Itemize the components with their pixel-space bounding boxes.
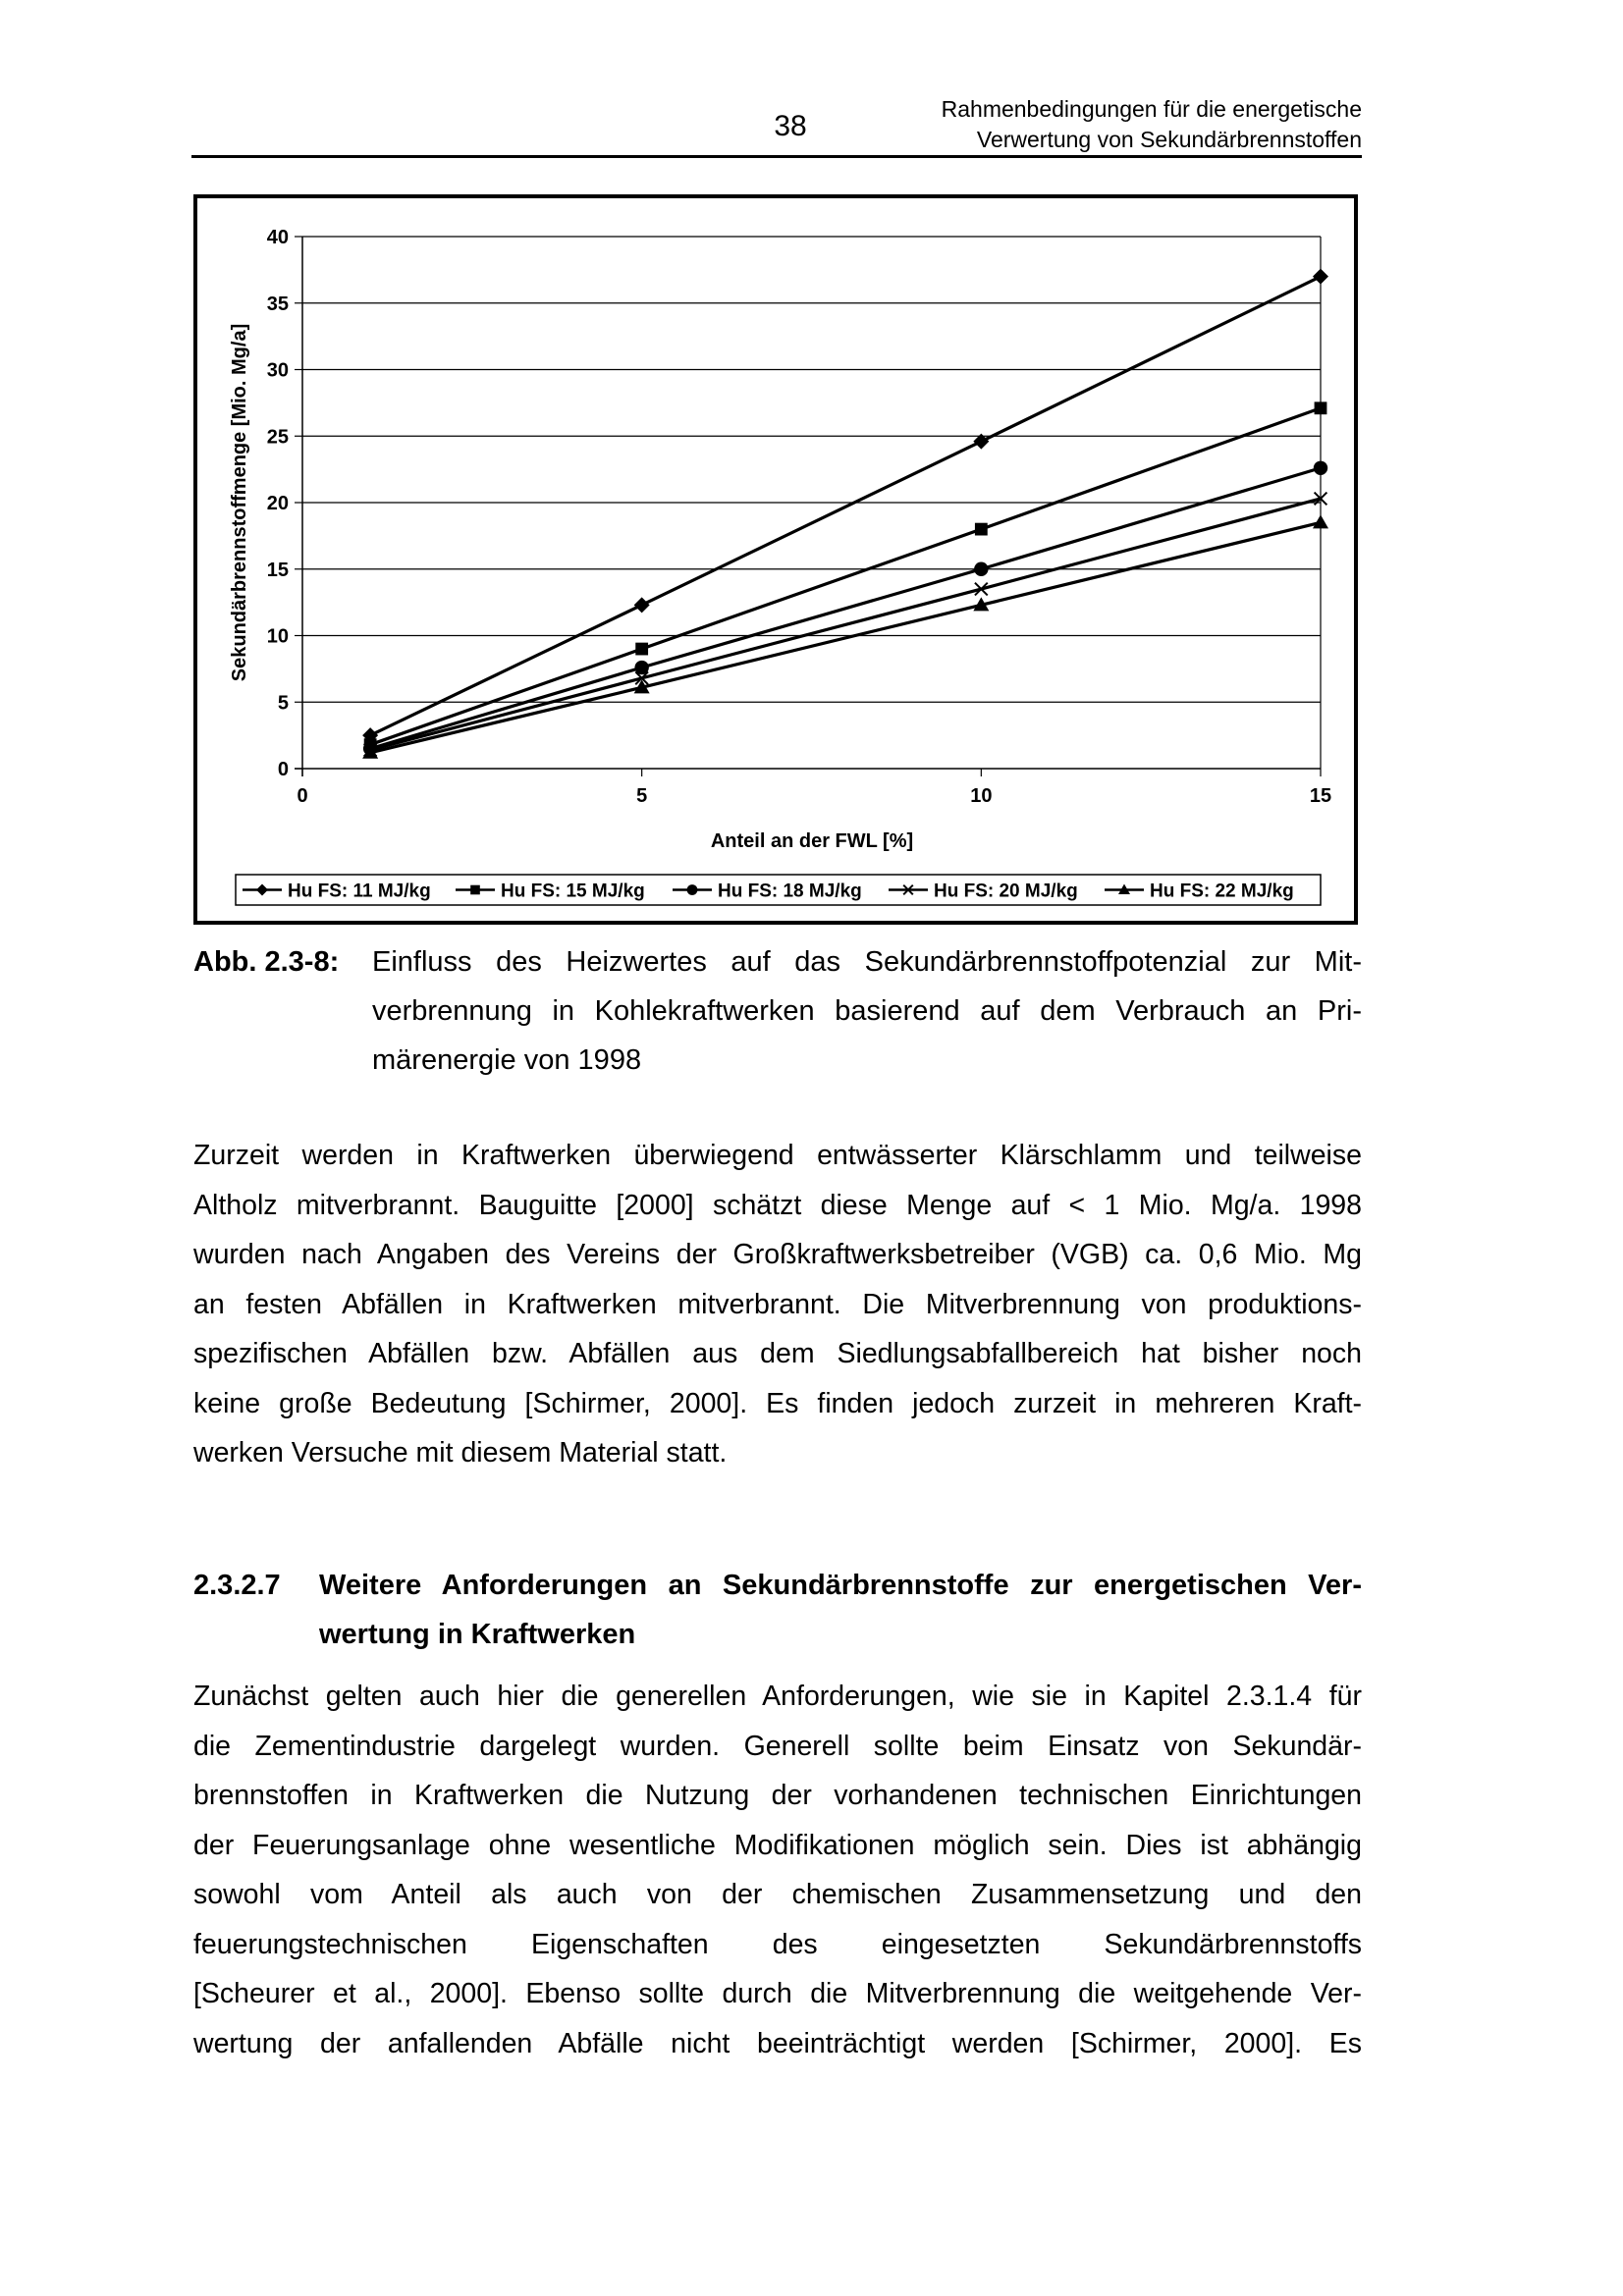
body-paragraph-1 [193, 1131, 1362, 1478]
legend-label: Hu FS: 15 MJ/kg [501, 881, 645, 902]
paragraph-line: der Feuerungsanlage ohne wesentliche Modifikationen möglich sein. Dies ist abhängig [193, 1829, 1362, 1861]
y-tick-label: 20 [266, 493, 289, 514]
data-point [975, 523, 988, 536]
paragraph-line: die Zementindustrie dargelegt wurden. Generell sollte beim Einsatz von Sekundär- [193, 1730, 1362, 1762]
x-tick-label: 10 [970, 785, 993, 807]
y-tick-label: 35 [266, 293, 289, 315]
series-line [370, 277, 1321, 735]
legend-label: Hu FS: 22 MJ/kg [1150, 881, 1294, 902]
data-point [1315, 401, 1327, 414]
running-title [942, 94, 1362, 155]
caption-line: Einfluss des Heizwertes auf das Sekundärbrennstoffpotenzial zur Mit- [372, 946, 1362, 978]
page-header [191, 88, 1362, 159]
legend-label: Hu FS: 20 MJ/kg [934, 881, 1078, 902]
legend-label: Hu FS: 18 MJ/kg [718, 881, 862, 902]
series-group [362, 269, 1328, 759]
x-axis-label: Anteil an der FWL [%] [710, 830, 914, 852]
x-tick-label: 5 [636, 785, 648, 807]
series-3 [364, 493, 1327, 757]
caption-line: märenergie von 1998 [372, 1044, 642, 1076]
data-point [1313, 514, 1328, 528]
paragraph-line: keine große Bedeutung [Schirmer, 2000]. Es finden jedoch zurzeit in mehreren Kraft- [193, 1387, 1362, 1419]
paragraph-line: wurden nach Angaben des Vereins der Großkraftwerksbetreiber (VGB) ca. 0,6 Mio. Mg [193, 1239, 1362, 1270]
section-number: 2.3.2.7 [193, 1570, 281, 1601]
gridlines [302, 237, 1321, 769]
section-title-line: Weitere Anforderungen an Sekundärbrennstoffe zur energetischen Ver- [319, 1570, 1362, 1601]
y-tick-label: 5 [277, 692, 289, 715]
data-point [635, 643, 648, 656]
legend-marker [687, 884, 698, 895]
running-title-line-2: Verwertung von Sekundärbrennstoffen [976, 127, 1362, 152]
y-axis-label: Sekundärbrennstoffmenge [Mio. Mg/a] [229, 323, 250, 682]
x-tick-label: 15 [1309, 785, 1332, 807]
y-tick-label: 15 [266, 559, 289, 581]
legend-label: Hu FS: 11 MJ/kg [288, 881, 431, 902]
data-point [974, 562, 988, 576]
y-tick-label: 10 [266, 625, 289, 648]
legend [236, 875, 1321, 905]
series-line [370, 499, 1321, 750]
y-tick-label: 0 [277, 759, 289, 780]
body-paragraph-2 [193, 1672, 1362, 2068]
x-tick-label: 0 [297, 785, 308, 807]
series-4 [362, 514, 1328, 758]
paragraph-line: werken Versuche mit diesem Material statt. [193, 1437, 728, 1468]
paragraph-line: Zurzeit werden in Kraftwerken überwiegend entwässerter Klärschlamm und teilweise [193, 1140, 1362, 1171]
paragraph-line: feuerungstechnischen Eigenschaften des eingesetzten Sekundärbrennstoffs [193, 1928, 1362, 1960]
paragraph-line: wertung der anfallenden Abfälle nicht beeinträchtigt werden [Schirmer, 2000]. Es [193, 2027, 1362, 2059]
data-point [1313, 269, 1328, 285]
paragraph-line: sowohl vom Anteil als auch von der chemischen Zusammensetzung und den [193, 1879, 1362, 1910]
paragraph-line: brennstoffen in Kraftwerken die Nutzung der vorhandenen technischen Einrichtungen [193, 1780, 1362, 1811]
caption-line: verbrennung in Kohlekraftwerken basierend auf dem Verbrauch an Pri- [372, 995, 1362, 1027]
paragraph-line: spezifischen Abfällen bzw. Abfällen aus dem Siedlungsabfallbereich hat bisher noch [193, 1338, 1362, 1369]
series-1 [364, 401, 1327, 751]
running-title-line-1: Rahmenbedingungen für die energetische [941, 96, 1362, 122]
series-0 [362, 269, 1328, 743]
paragraph-line: [Scheurer et al., 2000]. Ebenso sollte durch die Mitverbrennung die weitgehende Ver- [193, 1978, 1362, 2009]
paragraph-line: an festen Abfällen in Kraftwerken mitverbrannt. Die Mitverbrennung von produktions- [193, 1288, 1362, 1320]
data-point [634, 597, 650, 613]
series-line [370, 408, 1321, 745]
y-tick-label: 30 [266, 359, 289, 382]
header-rule [191, 155, 1362, 158]
y-tick-label: 40 [266, 227, 289, 248]
data-point [1314, 461, 1327, 475]
figure-chart [193, 194, 1358, 925]
paragraph-line: Altholz mitverbrannt. Bauguitte [2000] schätzt diese Menge auf < 1 Mio. Mg/a. 1998 [193, 1189, 1362, 1221]
y-tick-label: 25 [266, 426, 289, 449]
figure-caption [193, 937, 1362, 1085]
line-chart [193, 194, 1358, 925]
section-title-line: wertung in Kraftwerken [319, 1619, 636, 1650]
axes [267, 227, 1331, 807]
section-heading [193, 1561, 1362, 1659]
series-line [370, 522, 1321, 752]
page-number: 38 [774, 110, 807, 142]
paragraph-line: Zunächst gelten auch hier die generellen Anforderungen, wie sie in Kapitel 2.3.1.4 für [193, 1681, 1362, 1712]
series-line [370, 468, 1321, 749]
figure-label: Abb. 2.3-8: [193, 946, 340, 978]
legend-marker [470, 885, 480, 895]
